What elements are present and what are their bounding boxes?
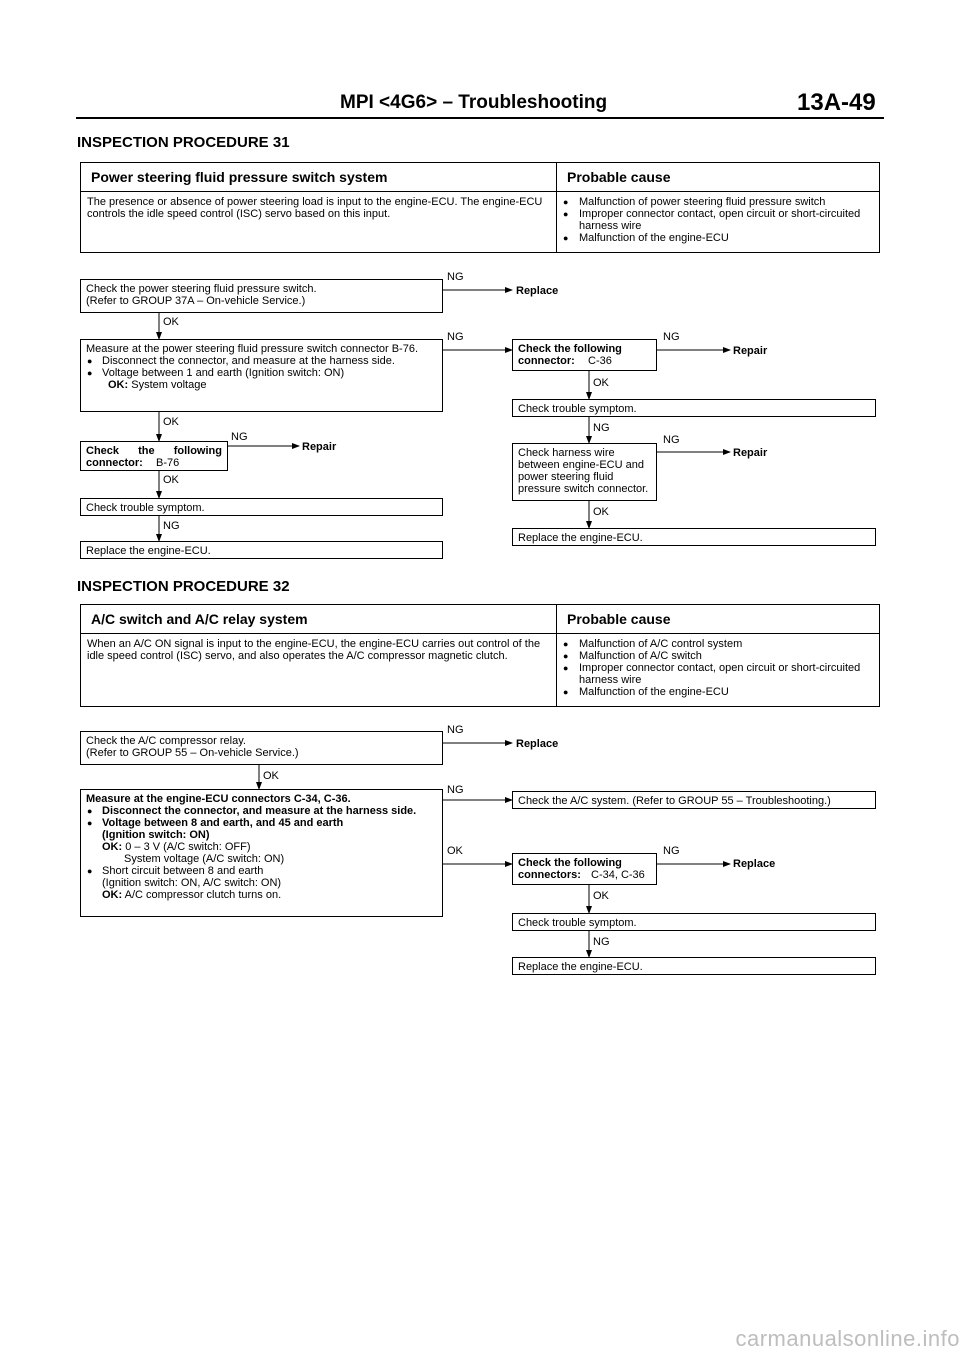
list-item: ● Improper connector contact, open circuit or short-circuited harness wire <box>563 662 873 686</box>
watermark: carmanualsonline.info <box>735 1326 960 1351</box>
box-line: Check trouble symptom. <box>518 917 637 929</box>
ok-value: A/C compressor clutch turns on. <box>124 889 282 901</box>
ng-label: NG <box>663 331 680 343</box>
action-replace: Replace <box>733 858 776 870</box>
ok-label: OK <box>263 770 279 782</box>
action-repair: Repair <box>733 447 768 459</box>
system-name: Power steering fluid pressure switch system <box>81 163 557 192</box>
ok-label: OK <box>593 890 609 902</box>
ng-label: NG <box>663 434 680 446</box>
box-line: Check trouble symptom. <box>518 403 637 415</box>
ng-label: NG <box>663 845 680 857</box>
ok-label: OK <box>593 377 609 389</box>
list-item: ● Voltage between 8 and earth, and 45 and earth <box>86 817 437 829</box>
box-line: Check the following connectors: <box>518 857 622 881</box>
ok-label: OK: <box>102 889 123 901</box>
box-line: Check trouble symptom. <box>86 502 205 514</box>
list-item: ● Improper connector contact, open circuit or short-circuited harness wire <box>563 208 873 232</box>
list-item: ● Disconnect the connector, and measure at the harness side. <box>86 355 437 367</box>
ng-label: NG <box>447 724 464 736</box>
probable-cause-heading: Probable cause <box>557 605 880 634</box>
box-line: System voltage (A/C switch: ON) <box>124 853 285 865</box>
procedure-31-title: INSPECTION PROCEDURE 31 <box>77 134 290 151</box>
box-line: Check the A/C compressor relay. <box>86 735 246 747</box>
action-repair: Repair <box>302 441 337 453</box>
box-line: (Ignition switch: ON) <box>102 829 210 841</box>
ng-label: NG <box>163 520 180 532</box>
ok-label: OK <box>447 845 463 857</box>
ng-label: NG <box>593 936 610 948</box>
box-line: Measure at the power steering fluid pressure switch connector B-76. <box>86 343 418 355</box>
ng-label: NG <box>447 271 464 283</box>
box-line: (Ignition switch: ON, A/C switch: ON) <box>102 877 282 889</box>
ng-label: NG <box>447 784 464 796</box>
list-item: ● Malfunction of A/C switch <box>563 650 873 662</box>
box-line: Check the A/C system. (Refer to GROUP 55 – Troubleshooting.) <box>518 795 831 807</box>
box-line: C-36 <box>588 355 612 367</box>
box-line: C-34, C-36 <box>591 869 645 881</box>
list-item: ● Voltage between 1 and earth (Ignition switch: ON) <box>86 367 437 379</box>
ok-label: OK: <box>108 379 129 391</box>
box-line: Replace the engine-ECU. <box>86 545 211 557</box>
box-line: (Refer to GROUP 55 – On-vehicle Service.) <box>86 747 299 759</box>
list-item: ● Malfunction of the engine-ECU <box>563 686 873 698</box>
ng-label: NG <box>447 331 464 343</box>
box-line: Check harness wire between engine-ECU and power steering fluid pressure switch connector. <box>518 447 649 495</box>
list-item: ● Disconnect the connector, and measure at the harness side. <box>86 805 437 817</box>
list-item: ● Malfunction of A/C control system <box>563 638 873 650</box>
ng-label: NG <box>593 422 610 434</box>
ok-label: OK <box>593 506 609 518</box>
system-name: A/C switch and A/C relay system <box>81 605 557 634</box>
page-header-title: MPI <4G6> – Troubleshooting <box>340 92 608 113</box>
page-number: 13A-49 <box>797 89 876 116</box>
box-line: Measure at the engine-ECU connectors C-34, C-36. <box>86 793 351 805</box>
ok-label: OK <box>163 316 179 328</box>
box-line: Check the power steering fluid pressure switch. <box>86 283 317 295</box>
list-item: ● Short circuit between 8 and earth <box>86 865 437 877</box>
action-replace: Replace <box>516 738 559 750</box>
box-line: Check the following connector: <box>518 343 622 367</box>
box-line: Replace the engine-ECU. <box>518 961 643 973</box>
box-line: Check the following connector: <box>86 445 222 469</box>
ok-label: OK <box>163 474 179 486</box>
ok-value: System voltage <box>131 379 207 391</box>
action-repair: Repair <box>733 345 768 357</box>
box-line: B-76 <box>156 457 180 469</box>
box-line: (Refer to GROUP 37A – On-vehicle Service.) <box>86 295 306 307</box>
box-line: Replace the engine-ECU. <box>518 532 643 544</box>
ng-label: NG <box>231 431 248 443</box>
system-description: When an A/C ON signal is input to the engine-ECU, the engine-ECU carries out control of the idle speed control (ISC) servo, and also operates the A/C compressor magnetic clutch. <box>81 634 557 707</box>
ok-value: 0 – 3 V (A/C switch: OFF) <box>125 841 251 853</box>
list-item: ● Malfunction of the engine-ECU <box>563 232 873 244</box>
procedure-32-title: INSPECTION PROCEDURE 32 <box>77 578 290 595</box>
action-replace: Replace <box>516 285 559 297</box>
ok-label: OK <box>163 416 179 428</box>
system-description: The presence or absence of power steering load is input to the engine-ECU. The engine-ECU controls the idle speed control (ISC) servo based on this input. <box>81 192 557 253</box>
ok-label: OK: <box>102 841 123 853</box>
probable-cause-heading: Probable cause <box>557 163 880 192</box>
list-item: ● Malfunction of power steering fluid pressure switch <box>563 196 873 208</box>
